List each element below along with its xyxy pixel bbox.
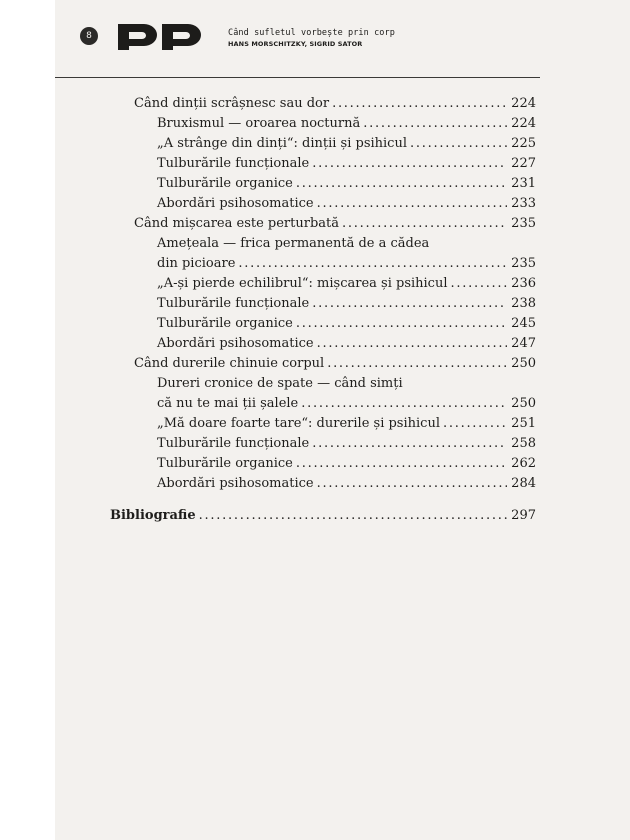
toc-entry-title: Abordări psihosomatice [157,336,314,351]
dot-leader [443,414,507,434]
toc-entry-title: „Mă doare foarte tare“: durerile și psihicul [157,416,440,431]
header-divider [55,77,540,78]
dot-leader [317,474,507,494]
toc-entry-title-line1: Dureri cronice de spate — când simți [157,376,403,391]
book-page [55,0,630,840]
toc-entry-page: 284 [511,476,536,491]
toc-entry-title: Când durerile chinuie corpul [134,356,325,371]
toc-entry-page: 262 [511,456,536,471]
book-title: Când sufletul vorbește prin corp [228,28,395,38]
toc-entry [157,334,536,354]
toc-entry-page: 250 [511,396,536,411]
toc-entry-page: 238 [511,296,536,311]
toc-entry [157,194,536,214]
toc-entry [157,114,536,134]
dot-leader [296,314,507,334]
toc-entry-page: 297 [511,508,536,523]
toc-entry-title: Abordări psihosomatice [157,196,314,211]
toc-entry-title: din picioare [157,256,236,271]
toc-entry [157,434,536,454]
toc-entry-page: 231 [511,176,536,191]
dot-leader [312,154,507,174]
dot-leader [363,114,507,134]
toc-entry [134,354,536,374]
toc-entry [157,134,536,154]
toc-entry-title: Bruxismul — oroarea nocturnă [157,116,361,131]
dot-leader [238,254,507,274]
toc-entry-bibliography [110,506,536,526]
toc-entry-title: Bibliografie [110,508,196,523]
toc-entry-page: 235 [511,216,536,231]
dot-leader [317,194,507,214]
toc-entry-page: 250 [511,356,536,371]
toc-entry [157,454,536,474]
page-number-badge: 8 [80,27,98,45]
toc-entry [157,314,536,334]
toc-entry-page: 247 [511,336,536,351]
toc-entry [157,376,536,414]
toc-entry-title: Tulburările funcționale [157,296,310,311]
toc-entry-page: 251 [511,416,536,431]
dot-leader [296,454,507,474]
toc-entry [157,274,536,294]
toc-entry-page: 227 [511,156,536,171]
toc-entry-title: Tulburările organice [157,316,293,331]
toc-entry-page: 224 [511,96,536,111]
toc-entry-page: 235 [511,256,536,271]
toc-entry-title: „A-și pierde echilibrul“: mișcarea și psihicul [157,276,448,291]
toc-entry-page: 224 [511,116,536,131]
toc-entry-title: Când dinții scrâșnesc sau dor [134,96,330,111]
toc-entry [157,236,536,274]
toc-entry-title: Tulburările organice [157,456,293,471]
dot-leader [312,294,507,314]
running-header [228,28,395,49]
dot-leader [301,394,507,414]
toc-entry-title: Tulburările funcționale [157,436,310,451]
dot-leader [451,274,508,294]
toc-entry-page: 236 [511,276,536,291]
toc-entry [134,214,536,234]
toc-entry-title: „A strânge din dinți“: dinții și psihicul [157,136,407,151]
toc-entry [157,414,536,434]
dot-leader [342,214,507,234]
toc-entry-page: 233 [511,196,536,211]
dot-leader [296,174,507,194]
dot-leader [312,434,507,454]
toc-entry-title-line1: Amețeala — frica permanentă de a cădea [157,236,430,251]
toc-entry [157,174,536,194]
toc-entry-title: Tulburările funcționale [157,156,310,171]
dot-leader [410,134,507,154]
toc-entry-page: 245 [511,316,536,331]
toc-entry-title: Abordări psihosomatice [157,476,314,491]
dot-leader [199,506,507,526]
dot-leader [327,354,507,374]
toc-entry-title: Tulburările organice [157,176,293,191]
publisher-logo [116,22,216,52]
toc-entry-title: Când mișcarea este perturbată [134,216,340,231]
toc-entry [157,154,536,174]
toc-entry [157,474,536,494]
toc-entry [134,94,536,114]
toc-entry-page: 258 [511,436,536,451]
toc-entry-title: că nu te mai ții șalele [157,396,299,411]
toc-entry [157,294,536,314]
toc-entry-page: 225 [511,136,536,151]
dot-leader [317,334,507,354]
book-authors: HANS MORSCHITZKY, SIGRID SATOR [228,40,363,48]
dot-leader [332,94,507,114]
